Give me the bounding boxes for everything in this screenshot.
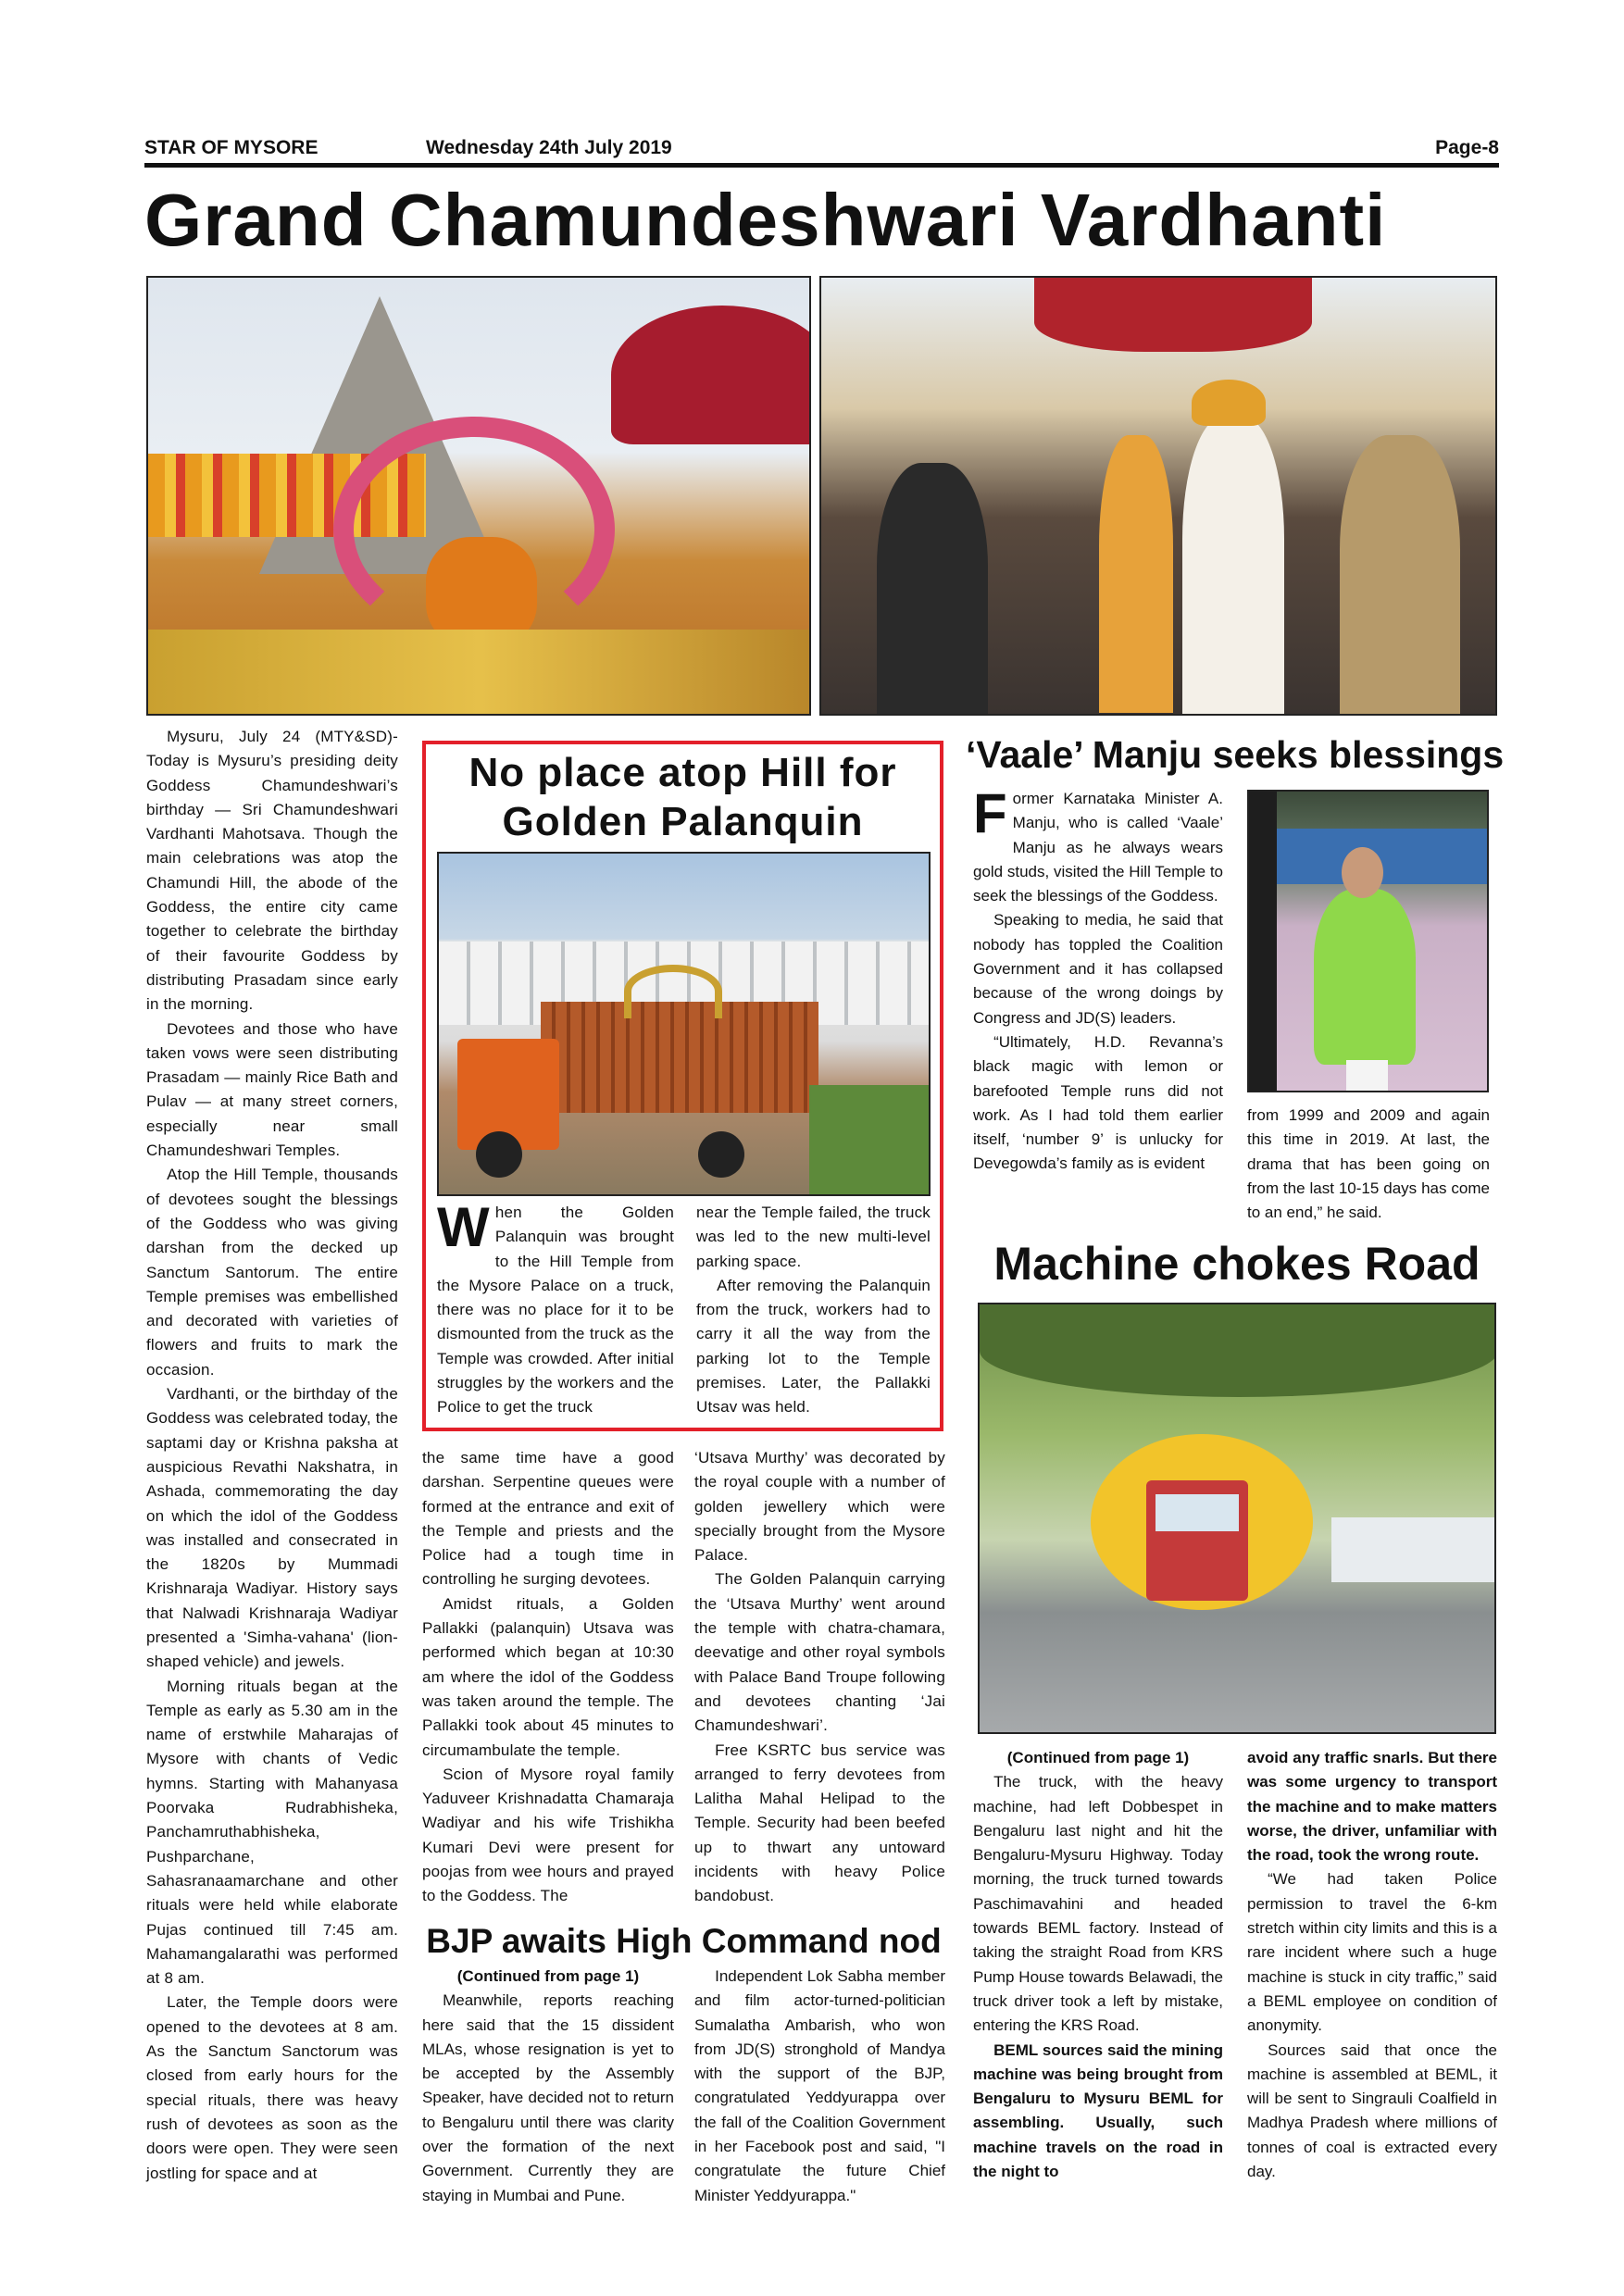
paragraph: The truck, with the heavy machine, had left Dobbespet in Bengaluru last night and hit the Bengaluru-Mysuru Highway. Today morning, the truck turned towards Paschimavahini and headed towards BEML factory. Instead of taking the straight Road from KRS Pump House towards Belawadi, the truck driver took a left by mistake, entering the KRS Road. — [973, 1773, 1223, 2035]
paragraph: Sources said that once the machine is assembled at BEML, it will be sent to Singrauli Coalfield in Madhya Pradesh where millions of tonnes of coal is extracted every day. — [1247, 2040, 1497, 2181]
machine-col1 — [973, 1746, 1223, 2184]
machine-truck-road-photo — [978, 1303, 1496, 1734]
paragraph: the same time have a good darshan. Serpentine queues were formed at the entrance and exit of the Temple and priests and the Police had a tough time in controlling he surging devotees. — [422, 1449, 674, 1589]
manju-col2 — [1247, 1104, 1490, 1225]
newspaper-name: STAR OF MYSORE — [144, 137, 319, 158]
paragraph: Mysuru, July 24 (MTY&SD)- Today is Mysuru’s presiding deity Goddess Chamundeshwari’s birthday — Sri Chamundeshwari Vardhanti Mahotsava. Though the main celebrations was atop the Chamundi Hill, the abode of the Goddess, the entire city came together to celebrate the birthday of their favourite Goddess by distributing Prasadam since early in the morning. — [146, 728, 398, 1014]
royal-couple-crowd-photo — [819, 276, 1497, 716]
manju-headline: ‘Vaale’ Manju seeks blessings — [966, 733, 1505, 776]
drop-cap: F — [973, 782, 1007, 844]
paragraph: The Golden Palanquin carrying the ‘Utsava Murthy’ went around the temple with chatra-chamara, deevatige and other royal symbols with Palace Band Troupe following and devotees chanting ‘Jai Chamundeshwari’. — [694, 1570, 945, 1735]
header-rule — [144, 163, 1499, 168]
machine-headline: Machine chokes Road — [993, 1238, 1480, 1290]
palanquin-col2 — [696, 1201, 931, 1420]
paragraph: Meanwhile, reports reaching here said that the 15 dissident MLAs, whose resignation is yet to be accepted by the Assembly Speaker, have decided not to return to Bengaluru until there was clarity over the formation of the next Government. Currently they are staying in Mumbai and Pune. — [422, 1991, 674, 2204]
issue-date: Wednesday 24th July 2019 — [426, 137, 672, 158]
palanquin-col1 — [437, 1196, 674, 1420]
paragraph: Scion of Mysore royal family Yaduveer Krishnadatta Chamaraja Wadiyar and his wife Trishikha Kumari Devi were present for poojas from wee hours and prayed to the Goddess. The — [422, 1765, 674, 1905]
paragraph: Devotees and those who have taken vows were seen distributing Prasadam — mainly Rice Bath and Pulav — at many street corners, especially near small Chamundeshwari Temples. — [146, 1019, 398, 1160]
paragraph: Amidst rituals, a Golden Pallakki (palanquin) Utsava was performed which began at 10:30 am where the idol of the Goddess was taken around the temple. The Pallakki took about 45 minutes to circumambulate the temple. — [422, 1594, 674, 1759]
paragraph: “Ultimately, H.D. Revanna’s black magic with lemon or barefooted Temple runs did not work. As I had told them earlier itself, ‘number 9’ is unlucky for Devegowda’s family as is evident — [973, 1032, 1223, 1173]
bjp-col2 — [694, 1965, 945, 2208]
palanquin-headline: No place atop Hill for Golden Palanquin — [468, 750, 897, 844]
main-article-col2 — [422, 1446, 674, 1909]
paragraph: Morning rituals began at the Temple as early as 5.30 am in the name of erstwhile Maharajas of Mysore with chants of Vedic hymns. Starting with Mahanyasa Poorvaka Rudrabhisheka, Panchamruthabhisheka, Pushparchane, Sahasranaamarchane and other rituals were held while elaborate Pujas continued till 7:45 am. Mahamangalarathi was performed at 8 am. — [146, 1677, 398, 1988]
paragraph: near the Temple failed, the truck was led to the new multi-level parking space. — [696, 1204, 931, 1270]
paragraph: (Continued from page 1) — [1006, 1749, 1190, 1766]
paragraph: Independent Lok Sabha member and film actor-turned-politician Sumalatha Ambarish, who won from JD(S) stronghold of Mandya with the support of the BJP, congratulated Yeddyurappa over the fall of the Coalition Government in her Facebook post and said, "I congratulate the future Chief Minister Yeddyurappa." — [694, 1967, 945, 2204]
main-article-col1 — [146, 725, 398, 2186]
bjp-col1 — [422, 1965, 674, 2208]
page-number: Page-8 — [1435, 137, 1499, 158]
manju-col1-text — [973, 782, 1223, 1177]
paragraph: BEML sources said the mining machine was being brought from Bengaluru to Mysuru BEML for assembling. Usually, such machine travels on the road in the night to — [973, 2040, 1223, 2181]
paragraph: Atop the Hill Temple, thousands of devotees sought the blessings of the Goddess who was giving darshan from the decked up Sanctum Santorum. The entire Temple premises was embellished and decorated with varieties of flowers and fruits to mark the occasion. — [146, 1166, 398, 1379]
temple-palanquin-photo — [146, 276, 811, 716]
paragraph: Speaking to media, he said that nobody has toppled the Coalition Government and it has collapsed because of the wrong doings by Congress and JD(S) leaders. — [973, 911, 1223, 1027]
machine-col2 — [1247, 1746, 1497, 2184]
paragraph: ‘Utsava Murthy’ was decorated by the royal couple with a number of golden jewellery which were specially brought from the Mysore Palace. — [694, 1449, 945, 1565]
paragraph: avoid any traffic snarls. But there was some urgency to transport the machine and to make matters worse, the driver, unfamiliar with the road, took the wrong route. — [1247, 1749, 1497, 1865]
page-title: Grand Chamundeshwari Vardhanti — [144, 179, 1387, 261]
drop-cap: W — [437, 1196, 490, 1258]
bjp-headline: BJP awaits High Command nod — [426, 1922, 942, 1960]
truck-palanquin-photo — [437, 852, 931, 1196]
main-article-col3 — [694, 1446, 945, 1909]
paragraph: After removing the Palanquin from the truck, workers had to carry it all the way from the parking lot to the Temple premises. Later, the Pallakki Utsav was held. — [696, 1276, 931, 1416]
paragraph: Later, the Temple doors were opened to the devotees at 8 am. As the Sanctum Sanctorum was closed from early hours for the special rituals, there was heavy rush of devotees as soon as the doors were open. They were seen jostling for space and at — [146, 1993, 398, 2182]
manju-green-kurta-photo — [1247, 790, 1489, 1092]
paragraph: “We had taken Police permission to travel the 6-km stretch within city limits and this is a rare incident where such a huge machine is stuck in city traffic,” said a BEML employee on condition of anonymity. — [1247, 1870, 1497, 2035]
paragraph: Vardhanti, or the birthday of the Goddess was celebrated today, the saptami day or Krishna paksha at auspicious Revathi Nakshatra, in Ashada, commemorating the day on which the idol of the Goddess was installed and consecrated in the 1820s by Mummadi Krishnaraja Wadiyar. History says that Nalwadi Krishnaraja Wadiyar presented a 'Simha-vahana' (lion-shaped vehicle) and jewels. — [146, 1385, 398, 1671]
manju-col1 — [973, 782, 1223, 1177]
paragraph: (Continued from page 1) — [456, 1967, 640, 1985]
paragraph: ormer Karnataka Minister A. Manju, who is called ‘Vaale’ Manju as he always wears gold studs, visited the Hill Temple to seek the blessings of the Goddess. — [973, 790, 1223, 905]
paragraph: hen the Golden Palanquin was brought to the Hill Temple from the Mysore Palace on a truck, there was no place for it to be dismounted from the truck as the Temple was crowded. After initial struggles by the workers and the Police to get the truck — [437, 1204, 674, 1416]
paragraph: Free KSRTC bus service was arranged to ferry devotees from Lalitha Mahal Helipad to the Temple. Security had been beefed up to thwart any untoward incidents with heavy Police bandobust. — [694, 1741, 945, 1905]
paragraph: from 1999 and 2009 and again this time in 2019. At last, the drama that has been going on from the last 10-15 days has come to an end,” he said. — [1247, 1106, 1490, 1222]
